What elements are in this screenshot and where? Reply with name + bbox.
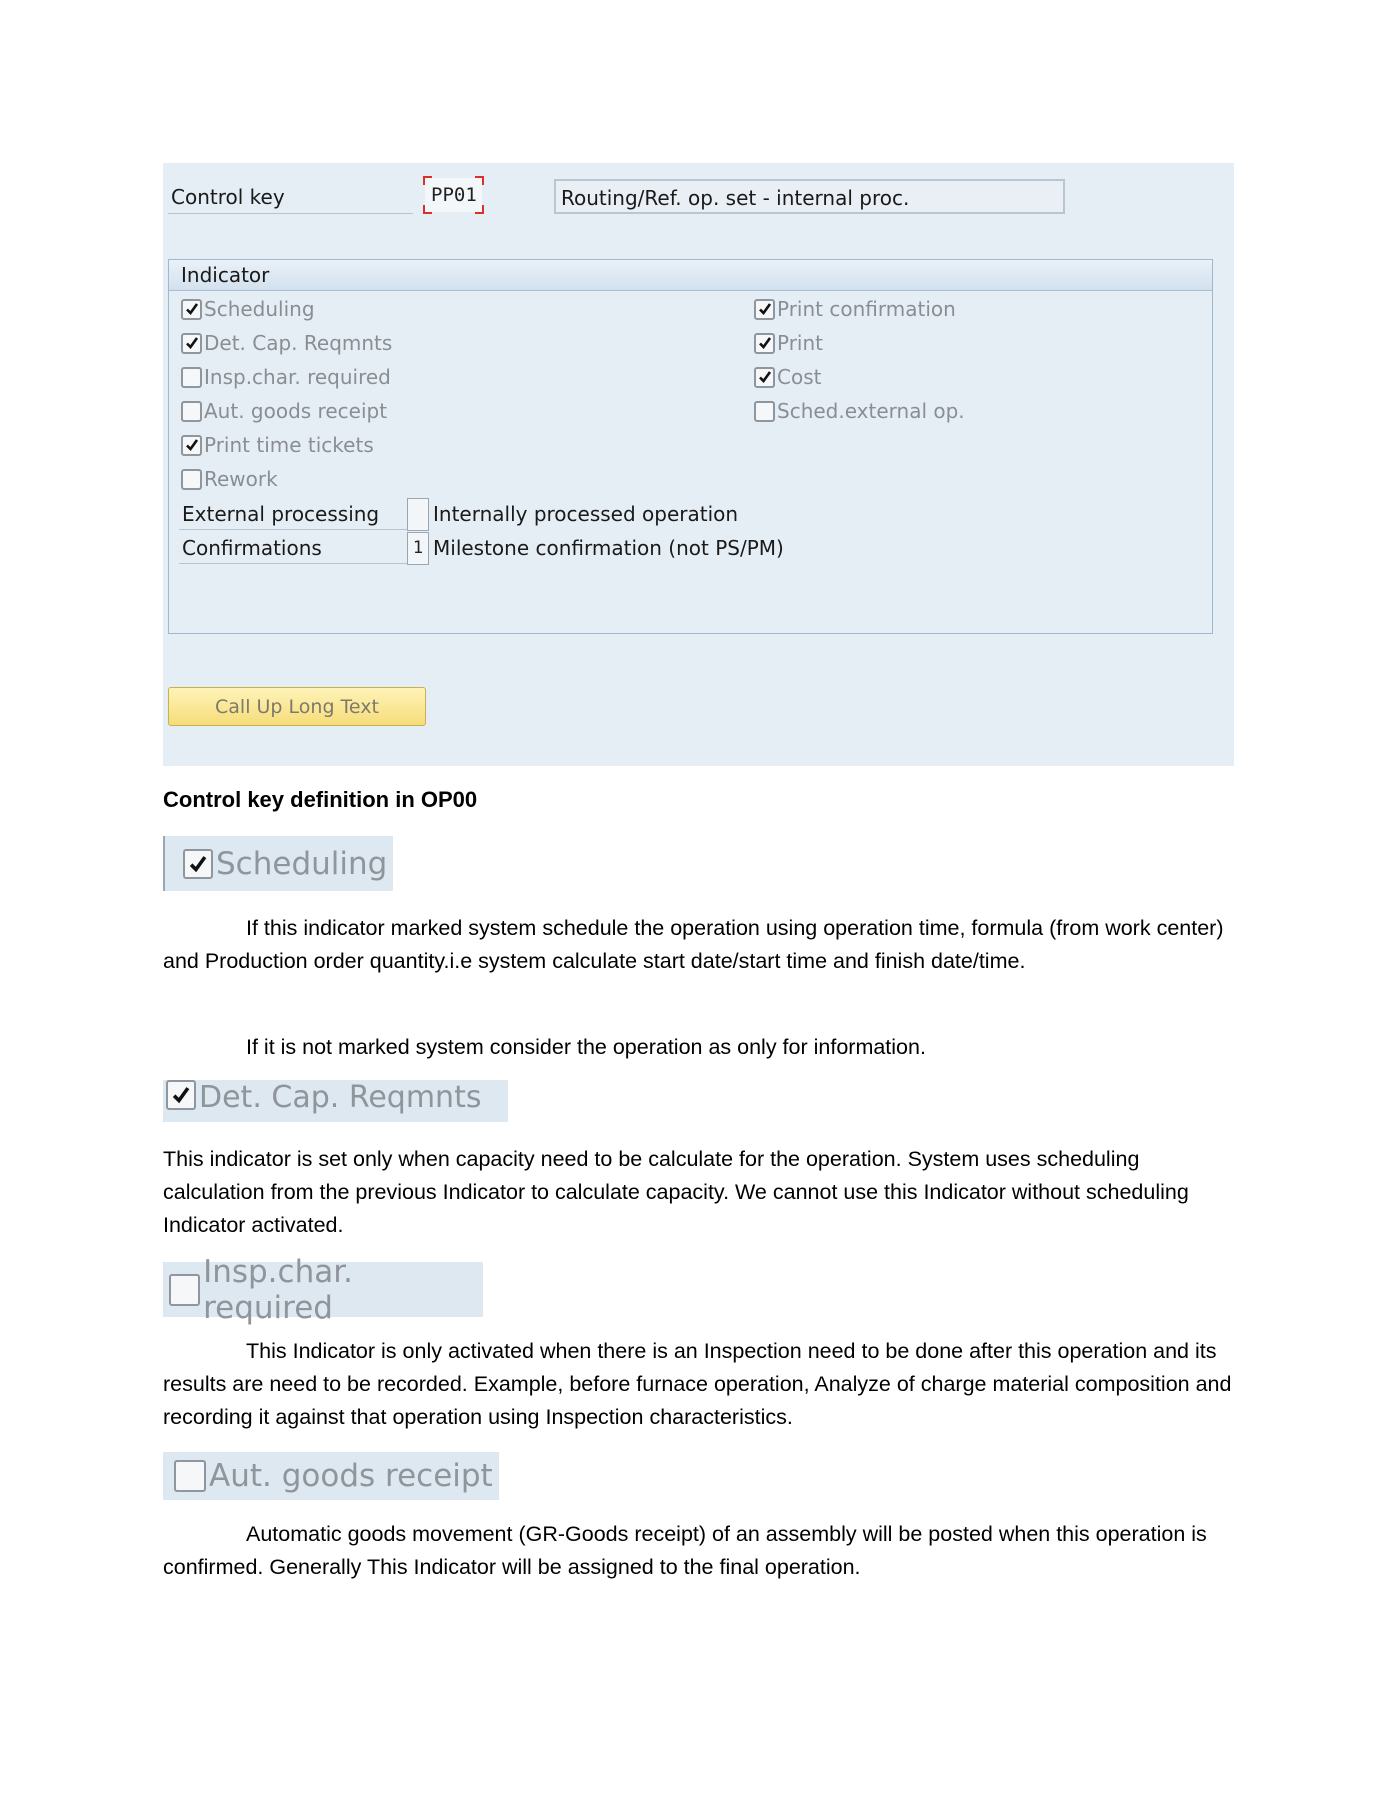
control-key-value: PP01	[431, 184, 477, 206]
control-key-description: Routing/Ref. op. set - internal proc.	[554, 179, 1065, 214]
sap-screenshot	[163, 163, 1234, 766]
check-icon	[166, 1080, 196, 1110]
unchecked-box-icon	[169, 1274, 200, 1306]
paragraph-insp-char: This Indicator is only activated when there is an Inspection need to be done after this operation and its results are need to be recorded. Example, before furnace operation, Analyze of charge material composition and recording it against that operation using Inspection characteristics.	[163, 1339, 1232, 1429]
paragraph-det-cap: This indicator is set only when capacity need to be calculate for the operation. System uses scheduling calculation from the previous Indicator to calculate capacity. We cannot use this Indicator without scheduling Indicator activated.	[163, 1147, 1189, 1237]
checkbox-sched-external-op[interactable]	[754, 399, 965, 423]
crop-scheduling	[163, 836, 393, 891]
checkbox-cost[interactable]	[754, 365, 821, 389]
checkbox-label: Sched.external op.	[777, 399, 965, 423]
divider	[168, 213, 413, 214]
unchecked-box-icon	[174, 1460, 206, 1492]
confirmations-input[interactable]: 1	[407, 532, 429, 565]
crop-label: Aut. goods receipt	[209, 1458, 493, 1494]
checkbox-label: Det. Cap. Reqmnts	[204, 331, 393, 355]
crop-det-cap-reqmnts	[163, 1080, 508, 1122]
crop-label: Det. Cap. Reqmnts	[199, 1080, 482, 1115]
checkbox-print-confirmation[interactable]	[754, 297, 956, 321]
checkbox-label: Cost	[777, 365, 822, 389]
unchecked-box-icon	[181, 401, 202, 422]
external-processing-description: Internally processed operation	[433, 502, 739, 526]
divider	[179, 529, 407, 530]
checkbox-label: Insp.char. required	[204, 365, 391, 389]
checkbox-label: Print confirmation	[777, 297, 956, 321]
divider	[179, 563, 407, 564]
indicator-title: Indicator	[169, 260, 1212, 291]
external-processing-input[interactable]	[407, 498, 429, 531]
paragraph-scheduling-not-marked: If it is not marked system consider the operation as only for information.	[246, 1035, 926, 1059]
confirmations-label: Confirmations	[182, 536, 322, 560]
checkbox-label: Scheduling	[204, 297, 315, 321]
checkbox-scheduling[interactable]	[181, 297, 315, 321]
focus-corner	[423, 176, 432, 185]
crop-label: Insp.char. required	[203, 1253, 353, 1326]
checkbox-aut-goods-receipt[interactable]	[181, 399, 387, 423]
section-heading: Control key definition in OP00	[163, 787, 478, 812]
external-processing-label: External processing	[182, 502, 380, 526]
check-icon	[181, 435, 202, 456]
check-icon	[181, 333, 202, 354]
checkbox-label: Print time tickets	[204, 433, 374, 457]
crop-aut-goods-receipt	[163, 1452, 499, 1500]
checkbox-rework[interactable]	[181, 467, 278, 491]
indicator-group	[168, 259, 1213, 634]
unchecked-box-icon	[181, 367, 202, 388]
check-icon	[183, 849, 213, 879]
check-icon	[754, 299, 775, 320]
checkbox-label: Rework	[204, 467, 278, 491]
checkbox-label: Aut. goods receipt	[204, 399, 388, 423]
check-icon	[754, 333, 775, 354]
check-icon	[754, 367, 775, 388]
unchecked-box-icon	[754, 401, 775, 422]
paragraph-scheduling: If this indicator marked system schedule the operation using operation time, formula (from work center) and Production order quantity.i.e system calculate start date/start time and finish date/time.	[163, 916, 1224, 973]
focus-corner	[423, 205, 432, 214]
checkbox-insp-char-required[interactable]	[181, 365, 391, 389]
control-key-input[interactable]	[425, 178, 482, 212]
checkbox-det-cap-reqmnts[interactable]	[181, 331, 392, 355]
paragraph-aut-goods-receipt: Automatic goods movement (GR-Goods receipt) of an assembly will be posted when this operation is confirmed. Generally This Indicator will be assigned to the final operation.	[163, 1522, 1207, 1579]
focus-corner	[475, 176, 484, 185]
crop-label: Scheduling	[216, 845, 388, 882]
unchecked-box-icon	[181, 469, 202, 490]
control-key-label: Control key	[171, 185, 285, 209]
check-icon	[181, 299, 202, 320]
checkbox-print[interactable]	[754, 331, 823, 355]
focus-corner	[475, 205, 484, 214]
checkbox-label: Print	[777, 331, 824, 355]
confirmations-description: Milestone confirmation (not PS/PM)	[433, 536, 784, 560]
crop-insp-char-required	[163, 1253, 483, 1326]
checkbox-print-time-tickets[interactable]	[181, 433, 374, 457]
call-up-long-text-button[interactable]: Call Up Long Text	[168, 687, 426, 726]
